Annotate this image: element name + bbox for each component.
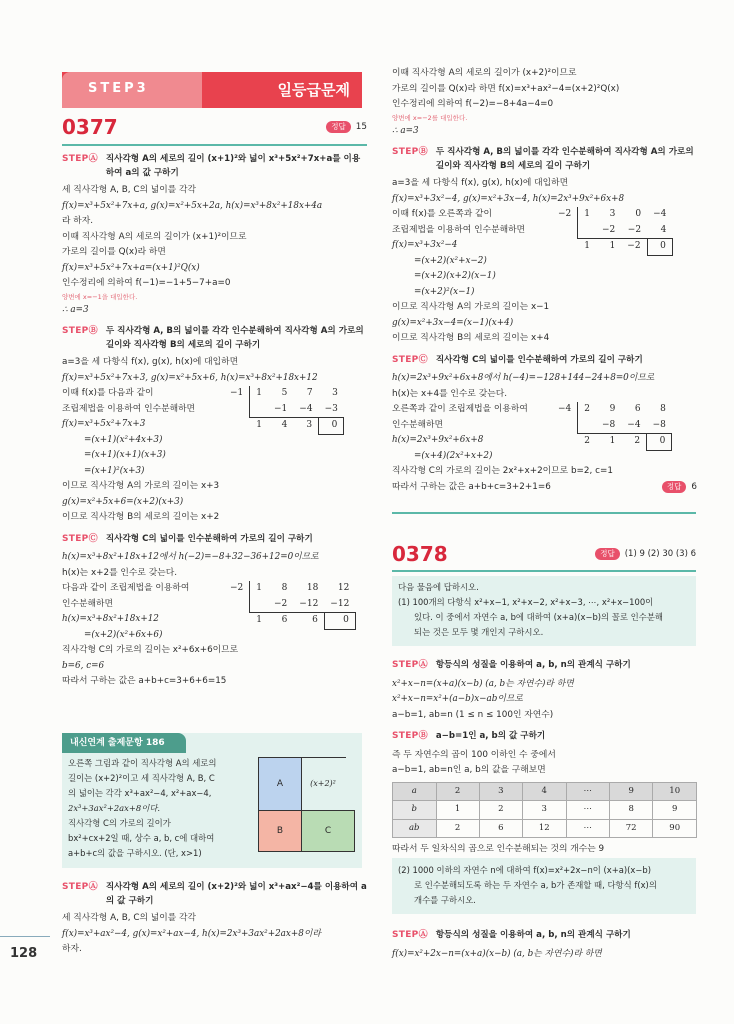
table-cell: 10 [653,782,697,801]
left-column [62,114,367,690]
text-line: 따라서 구하는 값은 a+b+c=3+6+6=15 [62,676,227,686]
step-a-title: 직사각형 A의 세로의 길이 (x+1)²와 넓이 x³+5x²+7x+a를 이용하여 a의 값 구하기 [105,154,361,178]
synth-cell [578,223,596,239]
synth-cell [578,418,596,434]
step-b-label: STEPⒷ [392,731,428,741]
synthetic-division [552,402,672,451]
synth-cell: 2 [578,434,596,451]
synth-cell: −12 [330,598,350,609]
step-a-label: STEPⒶ [62,154,98,164]
problem-378-header [392,540,696,568]
text-line: 오른쪽과 같이 조립제법을 이용하여 [392,404,528,414]
table-cell: 3 [523,801,567,820]
synthetic-division-block [392,207,697,300]
synth-root: −4 [558,404,572,414]
synth-cell: −4 [653,209,667,219]
table-cell: 90 [653,819,697,838]
step-a-heading [62,152,367,180]
text-line: 인수정리에 의하여 f(−1)=−1+5−7+a=0 [62,278,231,288]
step-c-label: STEPⒸ [392,354,428,365]
linked-problem-text [68,756,268,861]
page-number: 128 [10,946,38,961]
synth-cell: 2 [621,434,646,451]
step-a-heading [392,928,697,944]
text-line: a+b+c의 값을 구하시오. (단, x>1) [68,848,202,858]
text-line: f(x)=x²+2x−n=(x+a)(x−b) (a, b는 자연수)라 하면 [392,948,602,959]
step-c-label: STEPⒸ [62,533,98,544]
step-a-title: 항등식의 성질을 이용하여 a, b, n의 관계식 구하기 [435,660,631,670]
text-line: 오른쪽 그림과 같이 직사각형 A의 세로의 [68,758,217,768]
synth-root: −2 [558,209,572,219]
text-line: 개수를 구하시오. [414,895,476,905]
step-b-heading [392,729,697,745]
text-line: 2x³+3ax²+2ax+8이다. [68,803,161,813]
synthetic-division-block [62,581,367,643]
step-b-title: 두 직사각형 A, B의 넓이를 각각 인수분해하여 직사각형 A의 가로의 길이와 직사각형 B의 세로의 길이 구하기 [105,326,364,350]
text-line: a−b=1, ab=n인 a, b의 값을 구해보면 [392,765,546,775]
text-line: h(x)는 x+4를 인수로 갖는다. [392,388,507,399]
text-line: x²+x−n=x²+(a−b)x−ab이므로 [392,694,523,704]
synth-remainder: 0 [647,239,672,256]
synth-cell: 0 [635,209,642,219]
text-line: 있다. 이 중에서 자연수 a, b에 대하여 (x+a)(x−b)의 꼴로 인수분해 [414,612,664,622]
problem-number: 0378 [392,542,448,566]
question-2 [398,863,693,908]
text-line: h(x)=x³+8x²+18x+12 [62,614,159,624]
text-line: =(x+2)(x²+6x+6) [84,629,163,640]
rect-a: A [258,757,302,811]
text-line: 이므로 직사각형 A의 가로의 길이는 x+3 [62,481,220,491]
linked-solution [62,874,367,958]
synth-remainder: 0 [319,418,344,435]
problem-number: 0377 [62,115,118,140]
text-line: 하자. [62,944,82,954]
text-line: 조립제법을 이용하여 인수분해하면 [62,403,196,414]
synth-cell: −4 [627,419,641,430]
text-line: x²+x−n=(x+a)(x−b) (a, b는 자연수)라 하면 [392,678,574,689]
text-line: 가로의 길이를 Q(x)라 하면 f(x)=x³+ax²−4=(x+2)²Q(x) [392,83,620,94]
synth-cell: 9 [609,404,616,414]
synth-cell: 12 [337,583,350,593]
text-line: h(x)=x³+8x²+18x+12에서 h(−2)=−8+32−36+12=0이므로 [62,552,319,562]
answer-badge: 정답 [326,121,351,133]
side-label: (x+2)² [300,757,346,810]
step-a-heading [62,880,367,908]
text-line: 세 직사각형 A, B, C의 넓이를 각각 [62,913,197,923]
text-line: f(x)=x³+3x²−4 [392,240,458,250]
table-cell: a [393,782,437,801]
text-line: f(x)=x³+5x²+7x+3, g(x)=x²+5x+6, h(x)=x³+8x²+18x+12 [62,372,318,383]
text-line: 다음과 같이 조립제법을 이용하여 [62,583,190,593]
rect-b: B [258,810,302,852]
text-line: h(x)=2x³+9x²+6x+8 [392,435,484,445]
synth-cell: 6 [268,613,293,630]
solution-378-1 [392,652,697,858]
step-a-heading [392,658,697,674]
answer-value: (1) 9 (2) 30 (3) 6 [624,549,696,559]
text-line: =(x+2)(x²+x−2) [414,255,487,266]
text-line: 인수분해하면 [392,419,443,430]
right-column [392,66,697,495]
answer-value: 6 [691,481,697,492]
step-a-label: STEPⒶ [392,930,428,940]
text-line: =(x+2)(x+2)(x−1) [414,271,496,281]
table-cell: b [393,801,437,820]
text-line: bx²+cx+2일 때, 상수 a, b, c에 대하여 [68,833,215,843]
text-line: h(x)=2x³+9x²+6x+8에서 h(−4)=−128+144−24+8=0이므로 [392,373,655,383]
step-c-heading [392,353,697,369]
step-b-label: STEPⒷ [62,326,98,336]
synth-cell: 8 [660,404,666,414]
text-line: 로 인수분해되도록 하는 두 자연수 a, b가 존재할 때, 다항식 f(x)의 [414,880,657,890]
table-cell: 2 [436,819,479,838]
synth-cell: 1 [250,581,268,597]
question-1 [398,580,693,640]
text-line: (2) 1000 이하의 자연수 n에 대하여 f(x)=x²+2x−n이 (x+a)(x−b) [398,865,651,875]
synth-cell: 1 [250,418,268,435]
table-cell: 2 [436,782,479,801]
text-line: =(x+1)²(x+3) [84,465,145,476]
synth-cell [250,402,268,418]
synth-cell: −12 [299,598,319,609]
synth-root: −2 [230,583,244,593]
table-cell: ⋯ [566,819,609,838]
divider [62,144,367,146]
synth-cell: 3 [293,418,318,435]
hint: 양변에 x=−2를 대입한다. [392,113,468,122]
synthetic-division-block [62,386,367,479]
synth-remainder: 0 [324,613,355,630]
page-number-rule [0,936,50,937]
synth-cell: 3 [609,209,616,219]
synthetic-division-block [392,402,697,464]
text-line: f(x)=x³+5x²+7x+a, g(x)=x²+5x+2a, h(x)=x³+8x²+18x+4a [62,200,323,211]
solution-378-2 [392,922,697,962]
text-line: 따라서 두 일차식의 곱으로 인수분해되는 것의 개수는 9 [392,844,605,854]
table-cell: 8 [609,801,653,820]
table-cell: 9 [653,801,697,820]
synth-remainder: 0 [647,434,672,451]
table-cell: 2 [479,801,522,820]
synth-cell: −4 [299,403,313,414]
table-cell: ⋯ [566,801,609,820]
table-cell: ⋯ [566,782,609,801]
synth-cell: 5 [281,388,288,398]
rectangles-figure [258,757,358,852]
synth-cell: 2 [578,402,596,418]
text-line: 이므로 직사각형 B의 세로의 길이는 x+2 [62,512,220,522]
answer-badge: 정답 [662,481,687,493]
text-line: =(x+4)(2x²+x+2) [414,450,493,461]
text-line: 세 직사각형 A, B, C의 넓이를 각각 [62,185,197,195]
step-label: STEP3 [88,81,149,96]
linked-problem-heading: 내신연계 출제문항 186 [62,733,186,753]
synth-cell: 1 [250,613,268,630]
synth-cell: −2 [274,598,288,609]
ab-table [392,782,697,839]
synthetic-division [224,386,344,435]
final-line [392,480,697,496]
text-line: 직사각형 C의 가로의 길이는 2x²+x+2이므로 b=2, c=1 [392,466,613,476]
answer-badge: 정답 [595,548,620,560]
text-line: 가로의 길이를 Q(x)라 하면 [62,247,166,257]
synth-cell: 8 [281,583,288,593]
synth-cell: 6 [293,613,324,630]
synthetic-division [224,581,356,630]
step-b-title: 두 직사각형 A, B의 넓이를 각각 인수분해하여 직사각형 A의 가로의 길이와 직사각형 B의 세로의 길이 구하기 [435,147,694,171]
step-b-title: a−b=1인 a, b의 값 구하기 [435,731,546,741]
text-line: 되는 것은 모두 몇 개인지 구하시오. [414,627,544,637]
step-b-heading [62,324,367,352]
text-line: g(x)=x²+3x−4=(x−1)(x+4) [392,317,514,328]
table-cell: 3 [479,782,522,801]
text-line: g(x)=x²+5x+6=(x+2)(x+3) [62,496,184,507]
text-line: 인수분해하면 [62,598,113,609]
synth-cell: −2 [627,224,642,235]
step-c-title: 직사각형 C의 넓이를 인수분해하여 가로의 길이 구하기 [435,354,643,365]
step-banner [62,72,362,108]
synthetic-division [552,207,673,256]
text-line: =(x+1)(x+1)(x+3) [84,450,166,460]
table-cell: 1 [436,801,479,820]
step-a-title: 직사각형 A의 세로의 길이 (x+2)²와 넓이 x³+ax²−4를 이용하여 a의 값 구하기 [105,882,367,906]
text-line: 이때 직사각형 A의 세로의 길이가 (x+1)²이므로 [62,231,247,242]
text-line: h(x)는 x+2를 인수로 갖는다. [62,567,177,578]
table-cell: 12 [523,819,567,838]
text-line: 의 넓이는 각각 x³+ax²−4, x²+ax−4, [68,788,212,798]
text-line: f(x)=x³+ax²−4, g(x)=x²+ax−4, h(x)=2x³+3ax²+2ax+8이라 [62,928,321,939]
text-line: f(x)=x³+3x²−4, g(x)=x²+3x−4, h(x)=2x³+9x²+6x+8 [392,193,625,204]
synth-cell: 7 [306,388,313,398]
text-line: 즉 두 자연수의 곱이 100 이하인 수 중에서 [392,749,556,760]
result: ∴ a=3 [392,125,419,136]
text-line: 다음 물음에 답하시오. [398,582,479,592]
synth-cell: −8 [652,419,666,430]
synth-cell: 1 [250,386,268,402]
synth-cell: −8 [602,419,616,430]
step-b-heading [392,145,697,173]
text-line: 인수정리에 의하여 f(−2)=−8+4a−4=0 [392,99,554,109]
text-line: 이므로 직사각형 B의 세로의 길이는 x+4 [392,333,550,343]
synth-cell: −2 [602,224,616,235]
step-c-heading [62,532,367,548]
text-line: 이므로 직사각형 A의 가로의 길이는 x−1 [392,302,550,312]
step-title: 일등급문제 [277,81,350,99]
text-line: b=6, c=6 [62,660,105,671]
text-line: f(x)=x³+5x²+7x+a=(x+1)²Q(x) [62,262,200,273]
text-line: 길이는 (x+2)²이고 세 직사각형 A, B, C [68,773,215,783]
answer-value: 15 [355,122,367,133]
table-cell: 9 [609,782,653,801]
synth-cell: 1 [578,239,596,256]
synth-cell: 18 [306,583,319,593]
synth-cell: 1 [596,239,621,256]
synth-cell: −3 [324,403,338,414]
table-cell: 6 [479,819,522,838]
rect-c: C [301,810,355,852]
text-line: 이때 f(x)를 오른쪽과 같이 [392,209,493,219]
text-line: 라 하자. [62,216,94,226]
step-a-label: STEPⒶ [62,882,98,892]
synth-cell: −1 [274,403,288,414]
result: ∴ a=3 [62,304,89,315]
text-line: a=3을 세 다항식 f(x), g(x), h(x)에 대입하면 [62,357,239,367]
text-line: 직사각형 C의 가로의 길이가 [68,818,171,828]
synth-cell: −2 [621,239,647,256]
synth-cell: 4 [660,224,667,235]
table-cell: 72 [609,819,653,838]
text-line: 조립제법을 이용하여 인수분해하면 [392,224,526,235]
text-line: 이때 f(x)를 다음과 같이 [62,388,154,398]
synth-cell: 4 [268,418,293,435]
text-line: =(x+2)²(x−1) [414,286,475,297]
text-line: a−b=1, ab=n (1 ≤ n ≤ 100인 자연수) [392,709,554,720]
synth-cell [250,597,268,613]
step-b-label: STEPⒷ [392,147,428,157]
step-a-label: STEPⒶ [392,660,428,670]
divider [392,570,696,572]
synth-cell: 1 [578,207,596,223]
table-cell: ab [393,819,437,838]
synth-cell: 1 [596,434,621,451]
synth-root: −1 [230,388,244,398]
divider [392,512,696,514]
table-cell: 4 [523,782,567,801]
step-a-title: 항등식의 성질을 이용하여 a, b, n의 관계식 구하기 [435,930,631,940]
synth-cell: 6 [634,404,641,414]
text-line: 직사각형 C의 가로의 길이는 x²+6x+6이므로 [62,645,239,655]
synth-cell: 3 [332,388,338,398]
text-line: =(x+1)(x²+4x+3) [84,434,163,445]
text-line: 따라서 구하는 값은 a+b+c=3+2+1=6 [392,481,551,492]
text-line: (1) 100개의 다항식 x²+x−1, x²+x−2, x²+x−3, ⋯, x²+x−100이 [398,597,654,607]
hint: 양변에 x=−1을 대입한다. [62,292,138,301]
problem-377-header [62,114,367,142]
text-line: a=3을 세 다항식 f(x), g(x), h(x)에 대입하면 [392,178,569,188]
step-c-title: 직사각형 C의 넓이를 인수분해하여 가로의 길이 구하기 [105,533,313,544]
text-line: f(x)=x³+5x²+7x+3 [62,419,146,429]
text-line: 이때 직사각형 A의 세로의 길이가 (x+2)²이므로 [392,68,577,78]
